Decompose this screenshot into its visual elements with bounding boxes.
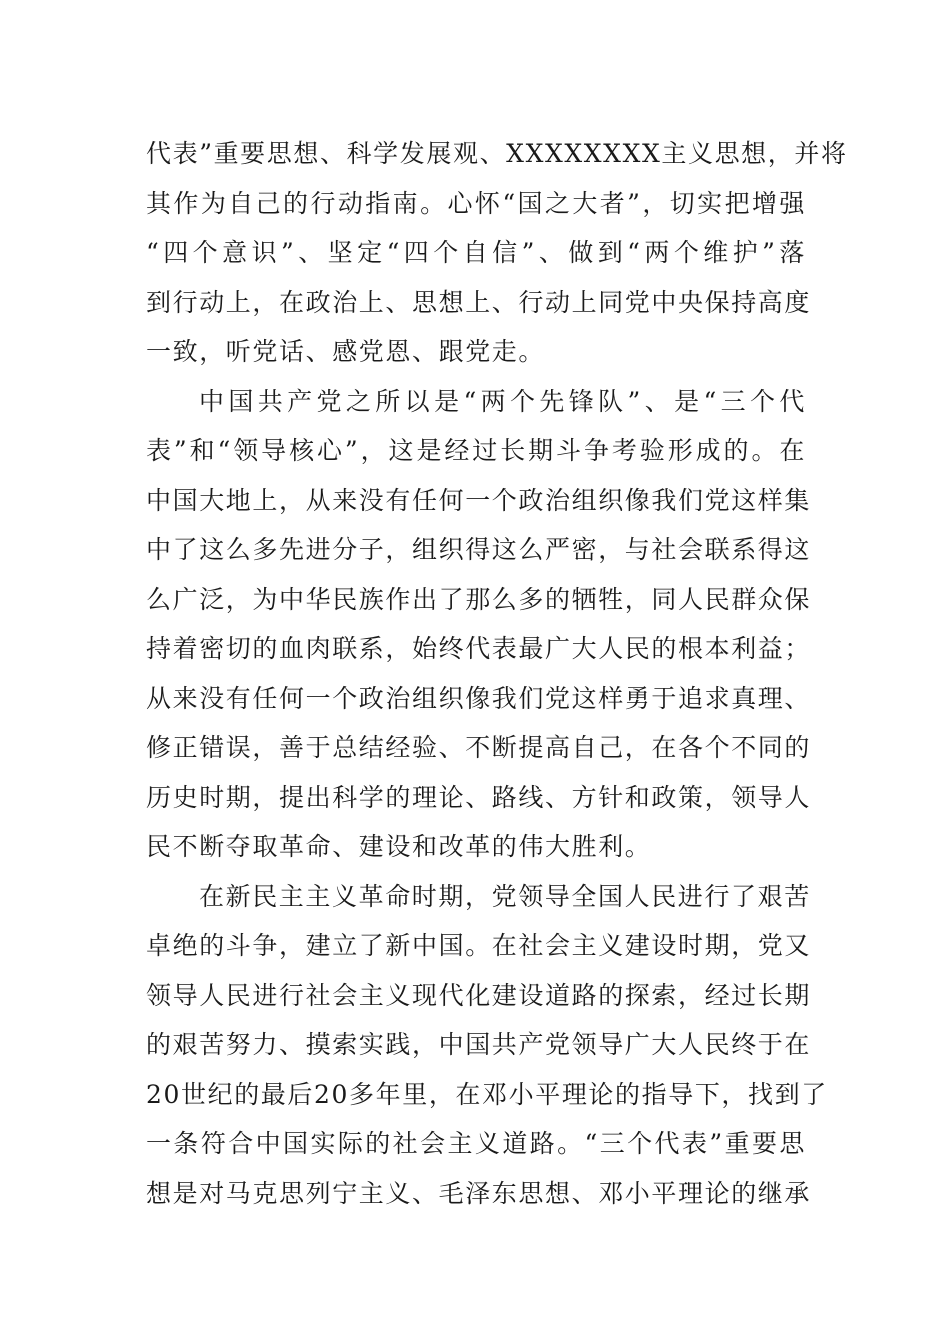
- paragraph-2-line-1: 中国共产党之所以是“两个先锋队”、是“三个代: [199, 386, 806, 416]
- paragraph-3-line-1: 在新民主主义革命时期，党领导全国人民进行了艰苦: [199, 881, 811, 911]
- paragraph-2-line-6: 持着密切的血肉联系，始终代表最广大人民的根本利益；: [146, 634, 812, 663]
- paragraph-1-line-3: “四个意识”、坚定“四个自信”、做到“两个维护”落: [146, 238, 806, 267]
- paragraph-1-line-1: 代表”重要思想、科学发展观、XXXXXXXX主义思想，并将: [146, 139, 848, 168]
- paragraph-2-line-5: 么广泛，为中华民族作出了那么多的牺牲，同人民群众保: [146, 584, 812, 614]
- paragraph-3-line-6: 一条符合中国实际的社会主义道路。“三个代表”重要思: [146, 1129, 806, 1158]
- paragraph-2-line-10: 民不断夺取革命、建设和改革的伟大胜利。: [146, 832, 652, 861]
- paragraph-2-line-4: 中了这么多先进分子，组织得这么严密，与社会联系得这: [146, 535, 812, 564]
- paragraph-3-line-2: 卓绝的斗争，建立了新中国。在社会主义建设时期，党又: [146, 931, 812, 960]
- paragraph-3-line-5: 20世纪的最后20多年里，在邓小平理论的指导下，找到了: [146, 1079, 828, 1109]
- paragraph-2-line-9: 历史时期，提出科学的理论、路线、方针和政策，领导人: [146, 782, 812, 812]
- paragraph-2-line-7: 从来没有任何一个政治组织像我们党这样勇于追求真理、: [146, 683, 812, 713]
- paragraph-1-line-4: 到行动上，在政治上、思想上、行动上同党中央保持高度: [146, 287, 812, 317]
- paragraph-3-line-3: 领导人民进行社会主义现代化建设道路的探索，经过长期: [146, 980, 812, 1010]
- paragraph-2-line-2: 表”和“领导核心”，这是经过长期斗争考验形成的。在: [146, 436, 806, 465]
- paragraph-3-line-4: 的艰苦努力、摸索实践，中国共产党领导广大人民终于在: [146, 1030, 812, 1059]
- paragraph-2-line-3: 中国大地上，从来没有任何一个政治组织像我们党这样集: [146, 485, 812, 515]
- document-body: [146, 129, 848, 1218]
- paragraph-1-line-5: 一致，听党话、感党恩、跟党走。: [146, 337, 546, 366]
- paragraph-3-line-7: 想是对马克思列宁主义、毛泽东思想、邓小平理论的继承: [146, 1178, 812, 1208]
- paragraph-1-line-2: 其作为自己的行动指南。心怀“国之大者”，切实把增强: [146, 188, 806, 218]
- paragraph-2-line-8: 修正错误，善于总结经验、不断提高自己，在各个不同的: [146, 733, 812, 762]
